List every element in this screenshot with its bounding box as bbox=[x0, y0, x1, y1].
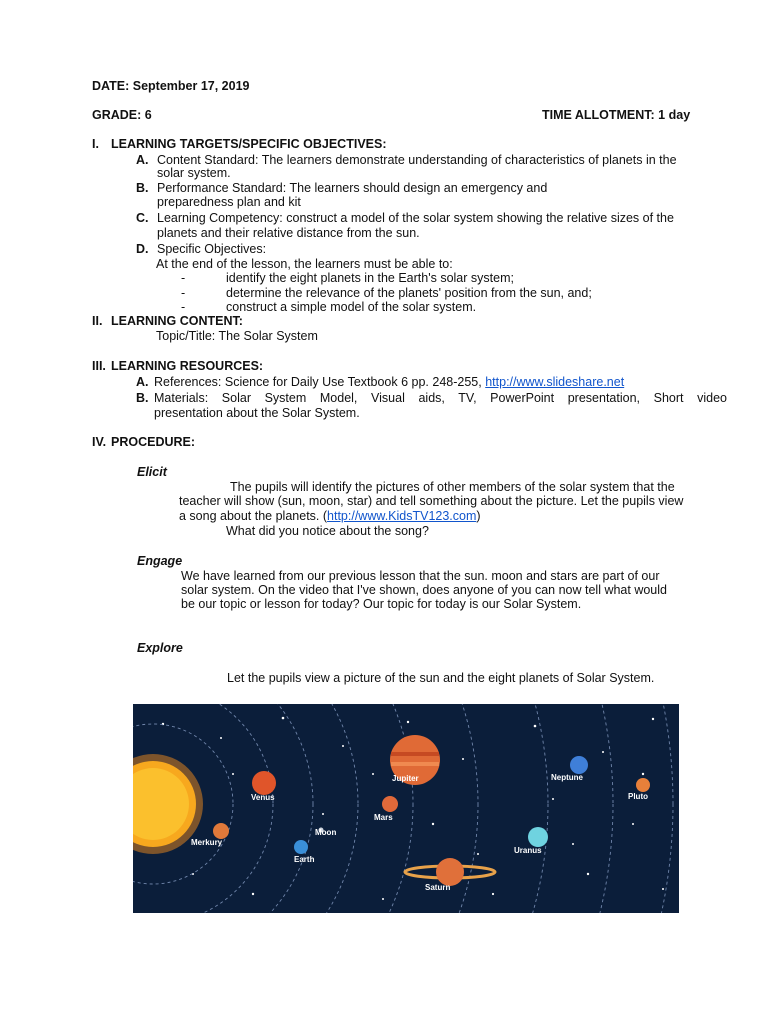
section-3-number: III. bbox=[92, 359, 106, 373]
slideshare-link[interactable]: http://www.slideshare.net bbox=[485, 375, 625, 389]
mercury-planet bbox=[213, 823, 229, 839]
elicit-question: What did you notice about the song? bbox=[226, 524, 429, 538]
objective-dash: - bbox=[181, 286, 186, 300]
label-mercury: Merkury bbox=[191, 838, 223, 847]
elicit-text-link-line bbox=[179, 509, 481, 523]
item-d-letter: D. bbox=[136, 242, 149, 256]
elicit-text-post: ) bbox=[476, 509, 481, 523]
label-saturn: Saturn bbox=[425, 883, 451, 892]
time-allotment: TIME ALLOTMENT: 1 day bbox=[542, 108, 691, 122]
explore-label: Explore bbox=[137, 641, 183, 655]
resource-b-letter: B. bbox=[136, 391, 149, 405]
date-line: DATE: September 17, 2019 bbox=[92, 79, 250, 93]
explore-text: Let the pupils view a picture of the sun and the eight planets of Solar System. bbox=[227, 671, 655, 685]
elicit-text-cont: teacher will show (sun, moon, star) and tell something about the picture. Let the pupils view bbox=[179, 494, 684, 508]
kidstv-link[interactable]: http://www.KidsTV123.com bbox=[327, 509, 477, 523]
mars-planet bbox=[382, 796, 398, 812]
earth-planet bbox=[294, 840, 308, 854]
topic-title: Topic/Title: The Solar System bbox=[156, 329, 318, 343]
learning-competency-cont: planets and their relative distance from the sun. bbox=[157, 226, 420, 240]
performance-standard-cont: preparedness plan and kit bbox=[157, 195, 301, 209]
section-4-heading: PROCEDURE: bbox=[111, 435, 196, 449]
resource-a-letter: A. bbox=[136, 375, 149, 389]
section-2-heading: LEARNING CONTENT: bbox=[111, 314, 243, 328]
section-1-number: I. bbox=[92, 137, 99, 151]
uranus-planet bbox=[528, 827, 548, 847]
learning-competency: Learning Competency: construct a model of the solar system showing the relative sizes of the bbox=[157, 211, 674, 225]
objective-item: construct a simple model of the solar system. bbox=[226, 300, 477, 314]
label-earth: Earth bbox=[294, 855, 315, 864]
references-text: References: Science for Daily Use Textbook 6 pp. 248-255, bbox=[154, 375, 482, 389]
content-standard: Content Standard: The learners demonstrate understanding of characteristics of planets in the bbox=[157, 153, 677, 167]
pluto-planet bbox=[636, 778, 650, 792]
elicit-text: The pupils will identify the pictures of other members of the solar system that the bbox=[230, 480, 675, 494]
solar-system-image bbox=[133, 704, 679, 913]
venus-planet bbox=[252, 771, 276, 795]
label-venus: Venus bbox=[251, 793, 275, 802]
objective-item: determine the relevance of the planets' position from the sun, and; bbox=[226, 286, 592, 300]
content-standard-cont: solar system. bbox=[157, 166, 231, 180]
engage-text: We have learned from our previous lesson that the sun. moon and stars are part of our bbox=[181, 569, 660, 583]
label-mars: Mars bbox=[374, 813, 393, 822]
objective-dash: - bbox=[181, 300, 186, 314]
specific-objectives-label: Specific Objectives: bbox=[157, 242, 267, 256]
elicit-label: Elicit bbox=[137, 465, 167, 479]
specific-objectives-intro: At the end of the lesson, the learners must be able to: bbox=[156, 257, 453, 271]
references-line bbox=[154, 375, 624, 389]
item-c-letter: C. bbox=[136, 211, 149, 225]
engage-label: Engage bbox=[137, 554, 183, 568]
item-a-letter: A. bbox=[136, 153, 149, 167]
section-4-number: IV. bbox=[92, 435, 107, 449]
label-neptune: Neptune bbox=[551, 773, 583, 782]
section-2-number: II. bbox=[92, 314, 103, 328]
elicit-text-pre: a song about the planets. ( bbox=[179, 509, 328, 523]
label-pluto: Pluto bbox=[628, 792, 648, 801]
section-3-heading: LEARNING RESOURCES: bbox=[111, 359, 264, 373]
materials-line-cont: presentation about the Solar System. bbox=[154, 406, 360, 420]
objective-item: identify the eight planets in the Earth's solar system; bbox=[226, 271, 514, 285]
label-moon: Moon bbox=[315, 828, 337, 837]
neptune-planet bbox=[570, 756, 588, 774]
label-uranus: Uranus bbox=[514, 846, 542, 855]
item-b-letter: B. bbox=[136, 181, 149, 195]
objective-dash: - bbox=[181, 271, 186, 285]
label-jupiter: Jupiter bbox=[392, 774, 419, 783]
engage-text-cont: solar system. On the video that I've shown, does anyone of you can now tell what would bbox=[181, 583, 667, 597]
materials-line: Materials: Solar System Model, Visual aids, TV, PowerPoint presentation, Short video bbox=[154, 391, 727, 405]
grade-line: GRADE: 6 bbox=[92, 108, 152, 122]
section-1-heading: LEARNING TARGETS/SPECIFIC OBJECTIVES: bbox=[111, 137, 387, 151]
performance-standard: Performance Standard: The learners should design an emergency and bbox=[157, 181, 548, 195]
solar-background bbox=[133, 704, 679, 913]
engage-text-cont: be our topic or lesson for today? Our topic for today is our Solar System. bbox=[181, 597, 582, 611]
